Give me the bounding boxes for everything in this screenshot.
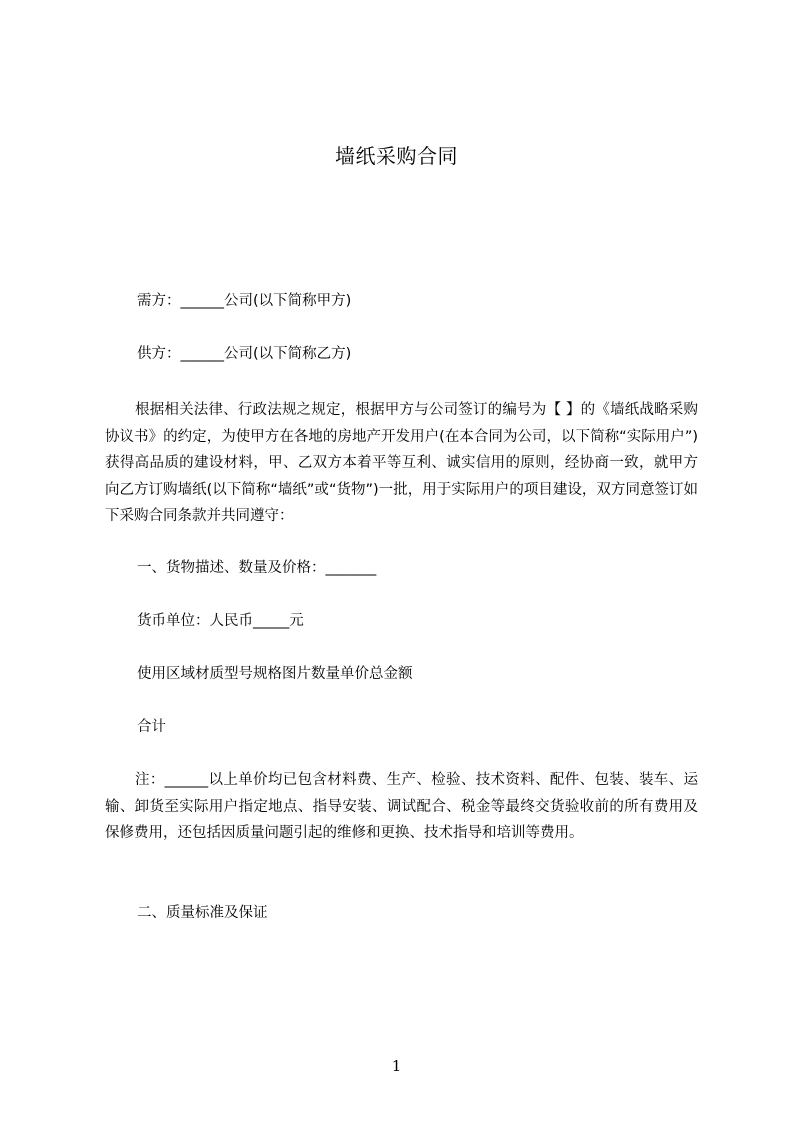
intro-paragraph: 根据相关法律、行政法规之规定，根据甲方与公司签订的编号为【 】的《墙纸战略采购协议书》的约定，为使甲方在各地的房地产开发用户(在本合同为公司，以下简称“实际用户”)获得高品质的建设材料，甲、乙双方本着平等互利、诚实信用的原则，经协商一致，就甲方向乙方订购墙纸(以下简称“墙纸”或“货物”)一批，用于实际用户的项目建设，双方同意签订如下采购合同条款并共同遵守： [105, 402, 698, 524]
supplier-line: 供方：______公司(以下简称乙方) [137, 346, 352, 362]
total-line: 合计 [137, 719, 166, 735]
note-paragraph: 注：______以上单价均已包含材料费、生产、检验、技术资料、配件、包装、装车、运输、卸货至实际用户指定地点、指导安装、调试配合、税金等最终交货验收前的所有费用及保修费用，还包括因质量问题引起的维修和更换、技术指导和培训等费用。 [105, 772, 698, 841]
section2-heading: 二、质量标准及保证 [137, 905, 268, 921]
currency-line: 货币单位：人民币_____元 [137, 613, 304, 629]
buyer-line: 需方：______公司(以下简称甲方) [137, 293, 352, 309]
section1-heading: 一、货物描述、数量及价格：_______ [137, 560, 377, 576]
page-number: 1 [391, 1057, 402, 1075]
table-header-line: 使用区域材质型号规格图片数量单价总金额 [137, 666, 413, 682]
document-title: 墙纸采购合同 [335, 144, 458, 168]
